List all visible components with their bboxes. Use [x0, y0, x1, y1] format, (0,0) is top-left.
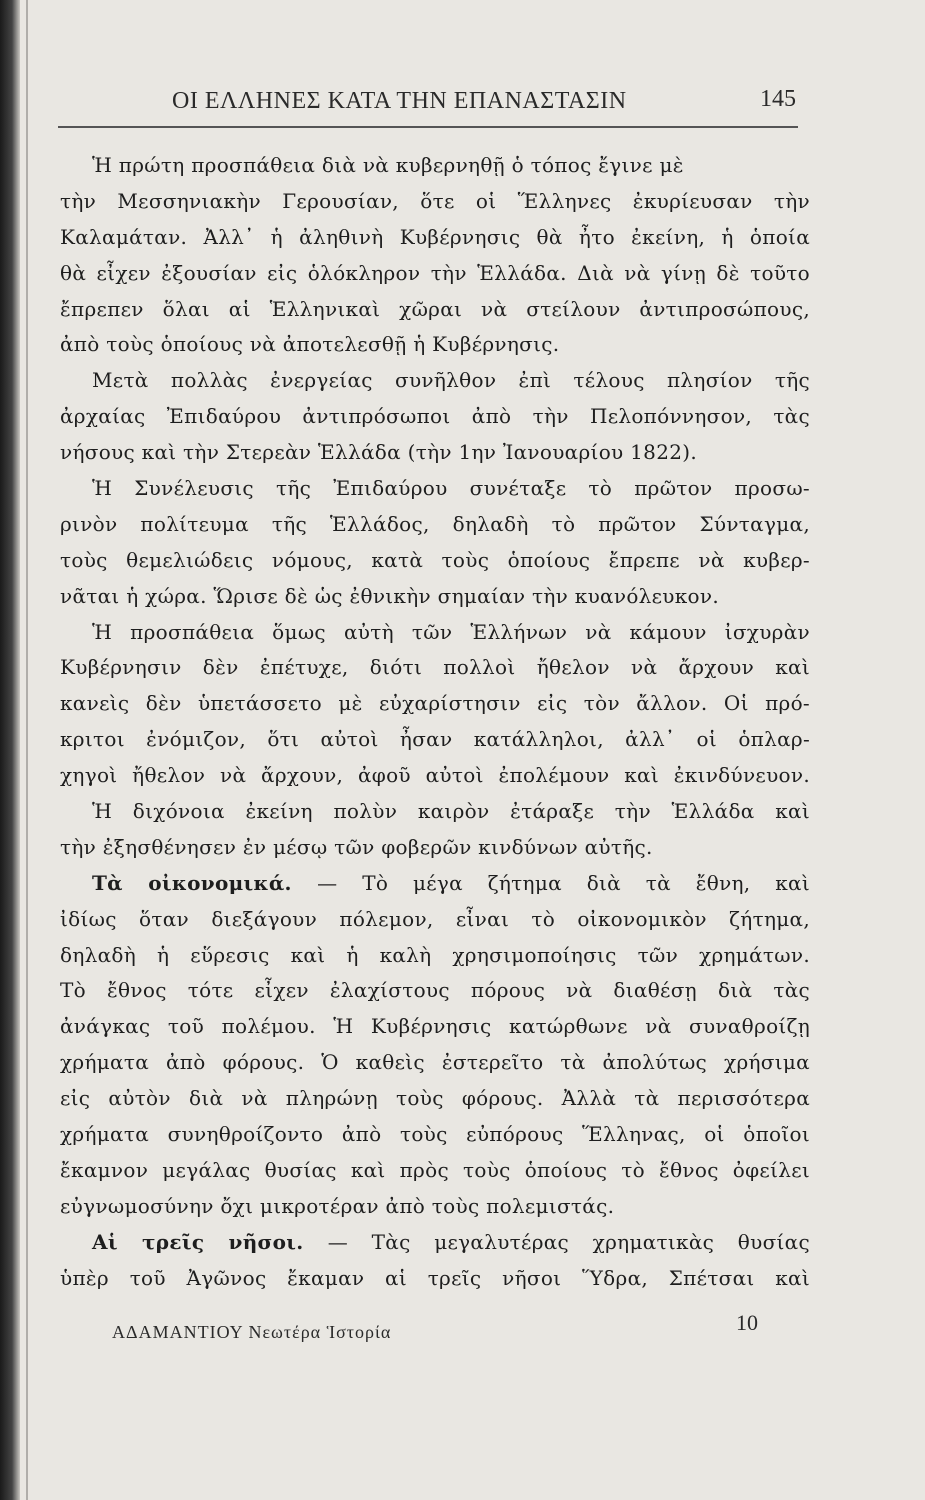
text-line: ἔπρεπεν ὅλαι αἱ Ἑλληνικαὶ χῶραι νὰ στείλουν ἀντιπροσώπους,: [60, 296, 810, 321]
section-heading-text: — Τὰς μεγαλυτέρας χρηματικὰς θυσίας: [327, 1229, 810, 1254]
text-line: ἀρχαίας Ἐπιδαύρου ἀντιπρόσωποι ἀπὸ τὴν Πελοπόννησον, τὰς: [60, 404, 810, 429]
text-line: ὑπὲρ τοῦ Ἀγῶνος ἔκαμαν αἱ τρεῖς νῆσοι Ὕδρα, Σπέτσαι καὶ: [60, 1265, 810, 1290]
body-text: [60, 148, 810, 1297]
section-heading-label: Τὰ οἰκονομικά.: [92, 870, 318, 895]
text-line: εἰς αὐτὸν διὰ νὰ πληρώνῃ τοὺς φόρους. Ἀλλὰ τὰ περισσότερα: [60, 1086, 810, 1111]
text-line: δηλαδὴ ἡ εὕρεσις καὶ ἡ καλὴ χρησιμοποίησις τῶν χρημάτων.: [60, 942, 810, 967]
text-line: τοὺς θεμελιώδεις νόμους, κατὰ τοὺς ὁποίους ἔπρεπε νὰ κυβερ-: [60, 547, 810, 572]
text-line: τὴν Μεσσηνιακὴν Γερουσίαν, ὅτε οἱ Ἕλληνες ἐκυρίευσαν τὴν: [60, 188, 810, 213]
text-line: Καλαμάταν. Ἀλλ᾽ ἡ ἀληθινὴ Κυβέρνησις θὰ ἦτο ἐκείνη, ἡ ὁποία: [60, 224, 810, 249]
text-line: Τὸ ἔθνος τότε εἶχεν ἐλαχίστους πόρους νὰ διαθέσῃ διὰ τὰς: [60, 978, 810, 1003]
text-line: ἔκαμνον μεγάλας θυσίας καὶ πρὸς τοὺς ὁποίους τὸ ἔθνος ὀφείλει: [60, 1157, 810, 1182]
text-line: τὴν ἐξησθένησεν ἐν μέσῳ τῶν φοβερῶν κινδύνων αὐτῆς.: [60, 834, 653, 859]
text-line: θὰ εἶχεν ἐξουσίαν εἰς ὁλόκληρον τὴν Ἑλλάδα. Διὰ νὰ γίνῃ δὲ τοῦτο: [60, 260, 810, 285]
footer-book-title: ΑΔΑΜΑΝΤΙΟΥ Νεωτέρα Ἱστορία: [112, 1322, 392, 1342]
text-line: Κυβέρνησιν δὲν ἐπέτυχε, διότι πολλοὶ ἤθελον νὰ ἄρχουν καὶ: [60, 655, 810, 680]
text-line: Ἡ διχόνοια ἐκείνη πολὺν καιρὸν ἐτάραξε τὴν Ἑλλάδα καὶ: [92, 799, 810, 824]
text-line: κανεὶς δὲν ὑπετάσσετο μὲ εὐχαρίστησιν εἰς τὸν ἄλλον. Οἱ πρό-: [60, 691, 810, 716]
header-rule: [58, 126, 798, 128]
text-line: Μετὰ πολλὰς ἐνεργείας συνῆλθον ἐπὶ τέλους πλησίον τῆς: [92, 368, 810, 393]
text-line: εὐγνωμοσύνην ὄχι μικροτέραν ἀπὸ τοὺς πολεμιστάς.: [60, 1193, 615, 1218]
gutter-edge: [26, 0, 28, 1500]
running-title: ΟΙ ΕΛΛΗΝΕΣ ΚΑΤΑ ΤΗΝ ΕΠΑΝΑΣΤΑΣΙΝ: [172, 88, 627, 114]
text-line: κριτοι ἐνόμιζον, ὅτι αὐτοὶ ἦσαν κατάλληλοι, ἀλλ᾽ οἱ ὁπλαρ-: [60, 727, 810, 752]
text-line: χηγοὶ ἤθελον νὰ ἄρχουν, ἀφοῦ αὐτοὶ ἐπολέμουν καὶ ἐκινδύνευον.: [60, 763, 810, 788]
section-heading-three-islands: [60, 1225, 810, 1261]
text-line: Ἡ πρώτη προσπάθεια διὰ νὰ κυβερνηθῇ ὁ τόπος ἔγινε μὲ: [92, 153, 684, 177]
page-number: 145: [760, 86, 796, 112]
section-heading-text: — Τὸ μέγα ζήτημα διὰ τὰ ἔθνη, καὶ: [317, 870, 810, 895]
text-line: χρήματα συνηθροίζοντο ἀπὸ τοὺς εὐπόρους Ἕλληνας, οἱ ὁποῖοι: [60, 1122, 810, 1147]
text-line: ρινὸν πολίτευμα τῆς Ἑλλάδος, δηλαδὴ τὸ πρῶτον Σύνταγμα,: [60, 511, 810, 536]
text-line: ἰδίως ὅταν διεξάγουν πόλεμον, εἶναι τὸ οἰκονομικὸν ζήτημα,: [60, 906, 810, 931]
text-line: χρήματα ἀπὸ φόρους. Ὁ καθεὶς ἐστερεῖτο τὰ ἀπολύτως χρήσιμα: [60, 1050, 810, 1075]
text-line: Ἡ Συνέλευσις τῆς Ἐπιδαύρου συνέταξε τὸ πρῶτον προσω-: [92, 476, 810, 501]
signature-mark: 10: [736, 1310, 758, 1335]
text-line: ἀπὸ τοὺς ὁποίους νὰ ἀποτελεσθῇ ἡ Κυβέρνησις.: [60, 332, 560, 357]
text-line: νᾶται ἡ χώρα. Ὥρισε δὲ ὡς ἐθνικὴν σημαίαν τὴν κυανόλευκον.: [60, 583, 720, 608]
binding-gutter: [0, 0, 20, 1500]
section-heading-label: Αἱ τρεῖς νῆσοι.: [92, 1229, 328, 1254]
text-line: Ἡ προσπάθεια ὅμως αὐτὴ τῶν Ἑλλήνων νὰ κάμουν ἰσχυρὰν: [92, 619, 810, 644]
text-line: ἀνάγκας τοῦ πολέμου. Ἡ Κυβέρνησις κατώρθωνε νὰ συναθροίζῃ: [60, 1014, 810, 1039]
section-heading-economics: [60, 866, 810, 902]
text-line: νήσους καὶ τὴν Στερεὰν Ἑλλάδα (τὴν 1ην Ἰανουαρίου 1822).: [60, 440, 698, 465]
